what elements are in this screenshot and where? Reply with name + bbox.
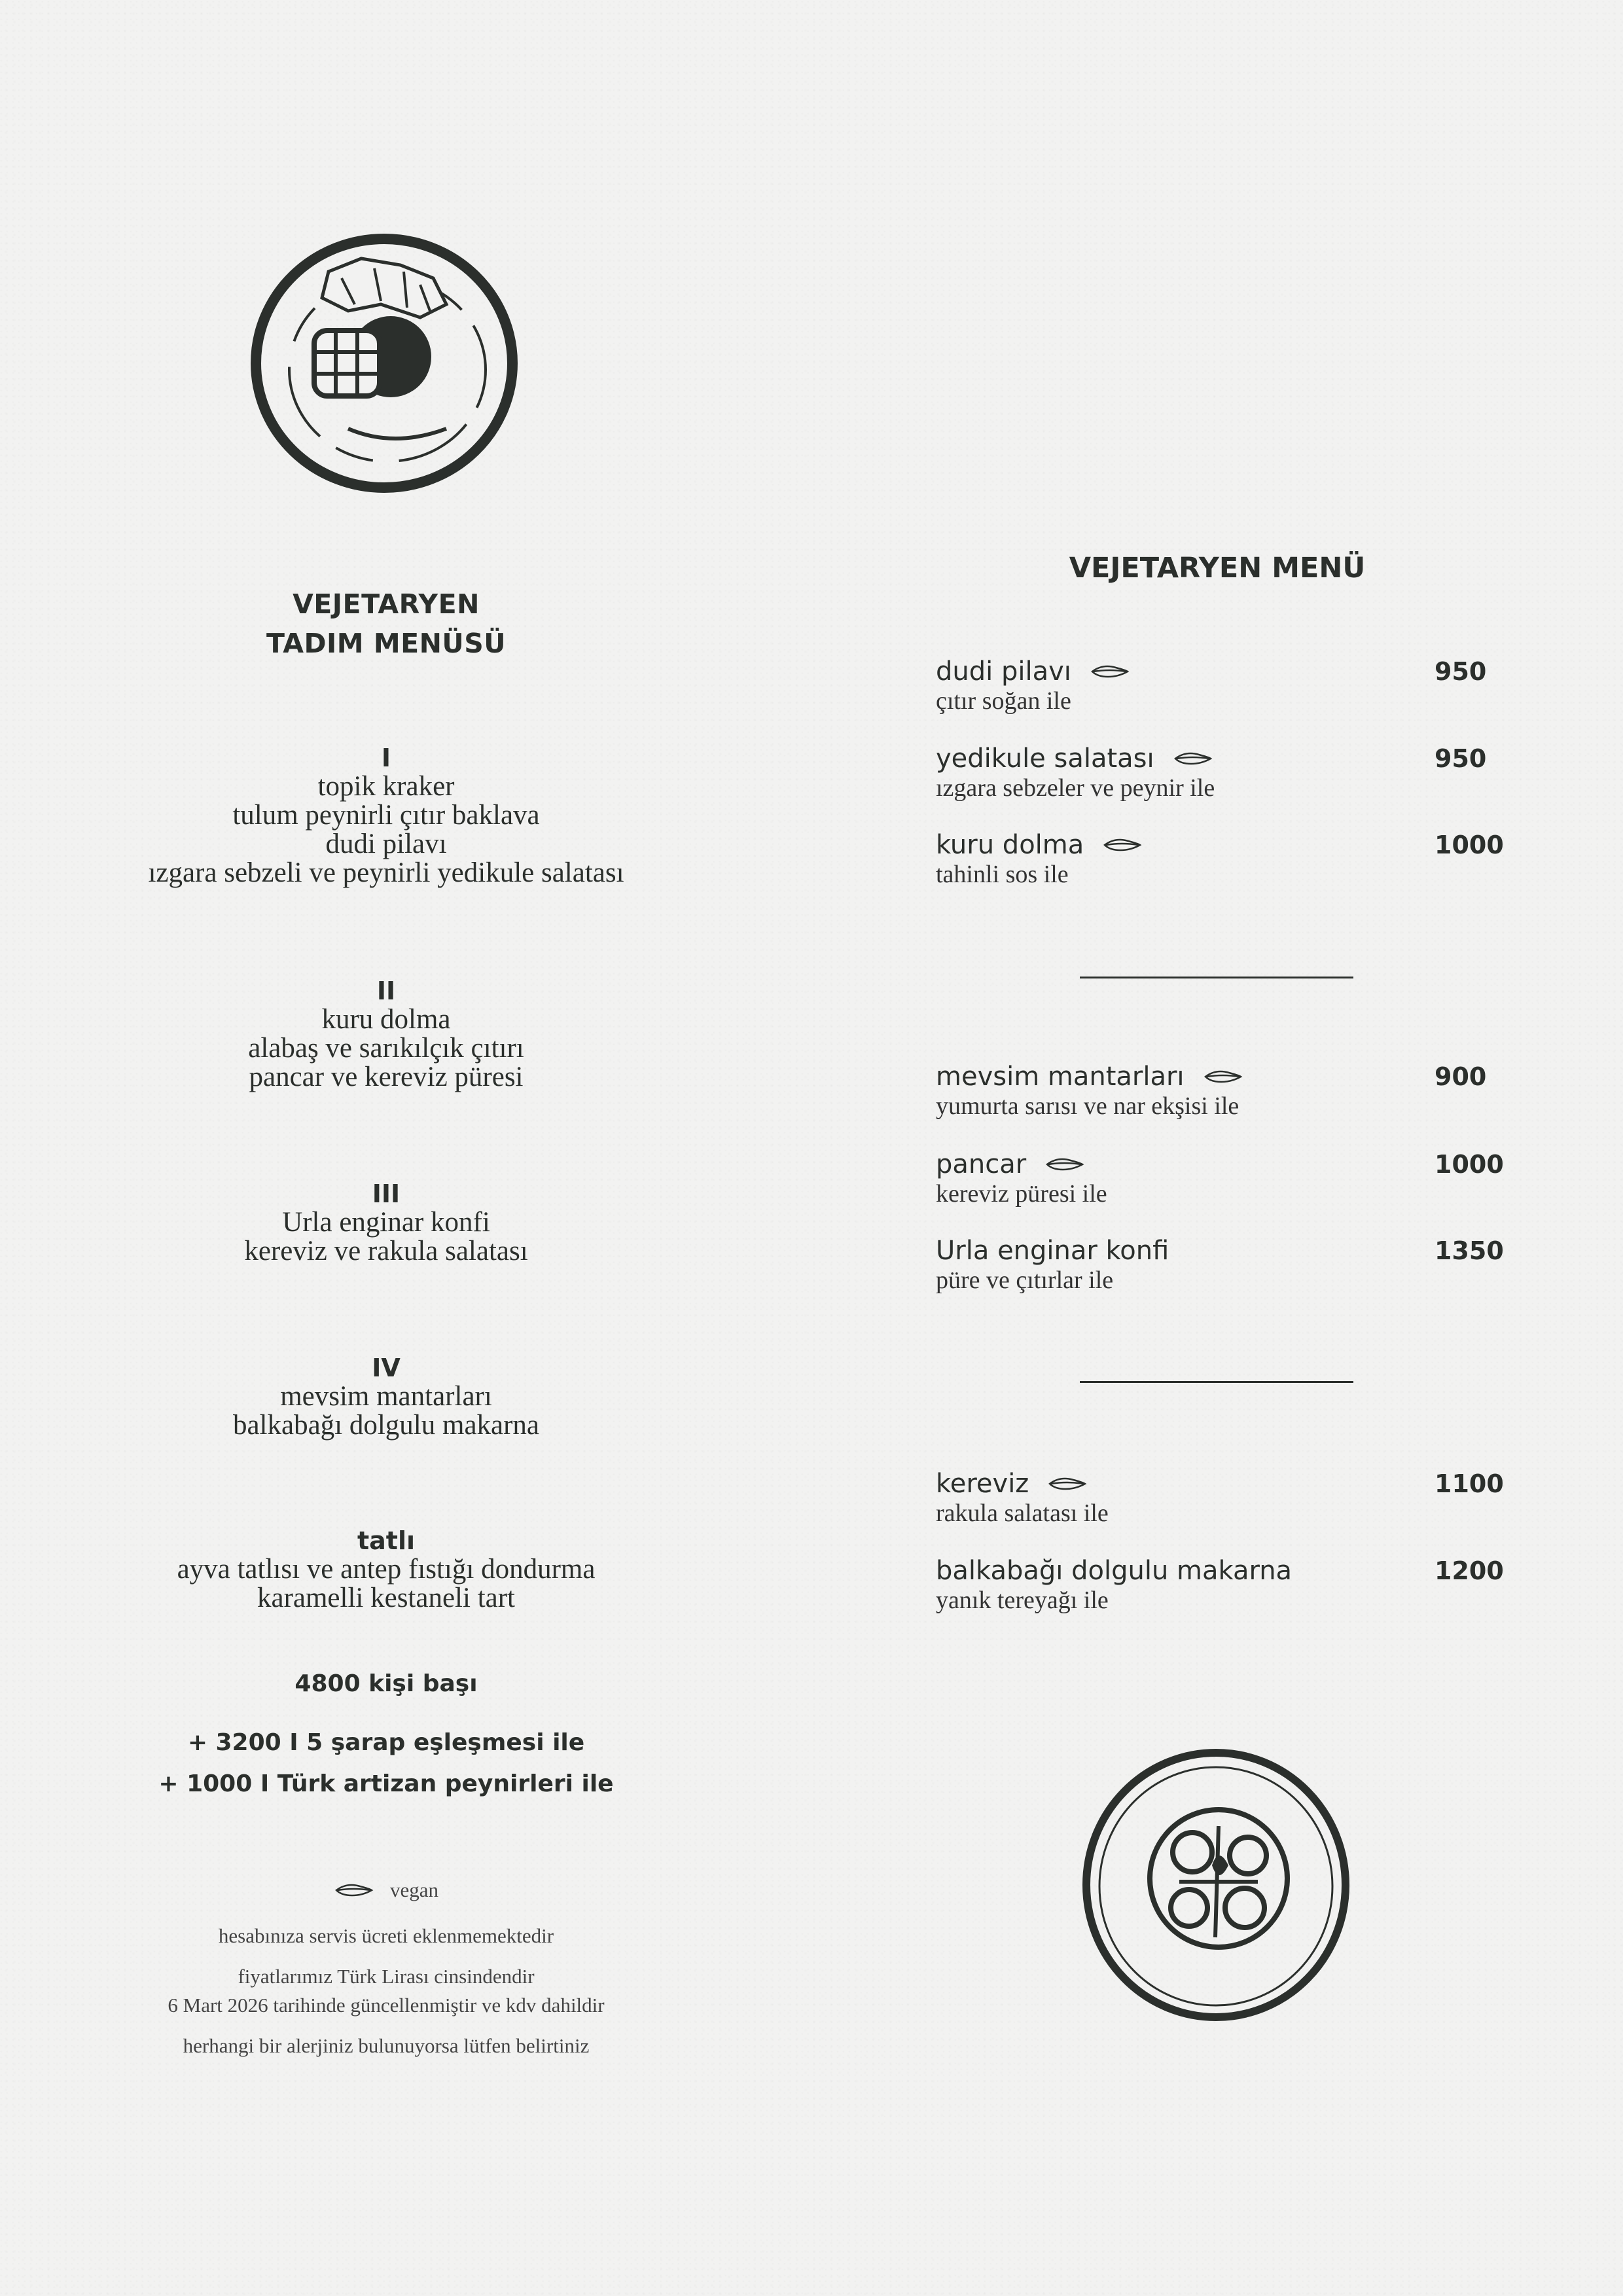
menu-item-price: 1200 bbox=[1435, 1556, 1504, 1585]
menu-item-description: yumurta sarısı ve nar ekşisi ile bbox=[936, 1092, 1240, 1120]
menu-item bbox=[936, 1149, 1504, 1208]
menu-item-price: 1000 bbox=[1435, 831, 1504, 859]
menu-item-description: yanık tereyağı ile bbox=[936, 1587, 1109, 1614]
course-label: tatlı bbox=[357, 1526, 416, 1555]
course-2 bbox=[98, 977, 674, 1092]
menu-item bbox=[936, 1556, 1504, 1615]
updated-note: 6 Mart 2026 tarihinde güncellenmiştir ve kdv dahildir bbox=[168, 1994, 605, 2017]
leaf-icon bbox=[1090, 662, 1130, 681]
menu-item-description: püre ve çıtırlar ile bbox=[936, 1266, 1114, 1294]
vegan-label: vegan bbox=[389, 1878, 439, 1901]
menu-item bbox=[936, 830, 1504, 889]
leaf-icon bbox=[1173, 749, 1213, 768]
course-dessert bbox=[98, 1526, 674, 1613]
course-item: ayva tatlısı ve antep fıstığı dondurma bbox=[177, 1554, 596, 1585]
course-label: II bbox=[376, 977, 396, 1005]
plate-illustration-top bbox=[250, 232, 518, 494]
menu-item-price: 1100 bbox=[1435, 1469, 1504, 1498]
course-item: tulum peynirli çıtır baklava bbox=[232, 800, 540, 831]
course-label: III bbox=[372, 1179, 401, 1208]
leaf-icon bbox=[334, 1881, 374, 1899]
menu-item-price: 950 bbox=[1435, 657, 1487, 686]
section-divider bbox=[1080, 1381, 1353, 1383]
allergy-note: herhangi bir alerjiniz bulunuyorsa lütfen belirtiniz bbox=[183, 2034, 590, 2057]
menu-item-name-text: kuru dolma bbox=[936, 830, 1084, 860]
menu-item-name bbox=[936, 1556, 1499, 1586]
leaf-icon bbox=[1102, 836, 1143, 854]
course-item: karamelli kestaneli tart bbox=[257, 1583, 515, 1613]
menu-item bbox=[936, 1469, 1504, 1528]
tasting-price: 4800 kişi başı bbox=[294, 1670, 478, 1697]
course-item: pancar ve kereviz püresi bbox=[249, 1062, 524, 1092]
menu-item-description: rakula salatası ile bbox=[936, 1499, 1109, 1527]
menu-item bbox=[936, 744, 1499, 802]
menu-item-name bbox=[936, 1469, 1499, 1499]
course-3 bbox=[98, 1179, 674, 1266]
course-item: kereviz ve rakula salatası bbox=[244, 1236, 528, 1266]
course-item: Urla enginar konfi bbox=[282, 1207, 490, 1238]
menu-item-price: 950 bbox=[1435, 744, 1487, 773]
menu-item-description: çıtır soğan ile bbox=[936, 687, 1071, 715]
section-divider bbox=[1080, 977, 1353, 978]
course-label: IV bbox=[372, 1354, 401, 1382]
course-item: topik kraker bbox=[317, 771, 455, 802]
service-note: hesabınıza servis ücreti eklenmemektedir bbox=[218, 1924, 554, 1947]
menu-item-name-text: Urla enginar konfi bbox=[936, 1236, 1169, 1266]
menu-item-name bbox=[936, 1236, 1499, 1266]
course-1 bbox=[98, 744, 674, 888]
menu-item-description: ızgara sebzeler ve peynir ile bbox=[936, 774, 1215, 802]
course-item: mevsim mantarları bbox=[280, 1381, 492, 1412]
currency-note: fiyatlarımız Türk Lirası cinsindendir bbox=[238, 1965, 535, 1988]
menu-item-name-text: pancar bbox=[936, 1149, 1027, 1179]
menu-item bbox=[936, 1062, 1499, 1121]
cheese-addon: + 1000 I Türk artizan peynirleri ile bbox=[158, 1770, 614, 1797]
menu-item-name-text: balkabağı dolgulu makarna bbox=[936, 1556, 1293, 1586]
vegan-legend bbox=[98, 1876, 674, 1905]
menu-item-name bbox=[936, 1149, 1499, 1179]
course-item: alabaş ve sarıkılçık çıtırı bbox=[248, 1033, 524, 1064]
course-4 bbox=[98, 1354, 674, 1440]
menu-item-description: tahinli sos ile bbox=[936, 861, 1069, 888]
course-item: dudi pilavı bbox=[325, 829, 447, 859]
menu-item-name-text: mevsim mantarları bbox=[936, 1062, 1185, 1092]
menu-item-name bbox=[936, 1062, 1499, 1092]
menu-item-price: 1350 bbox=[1435, 1236, 1504, 1265]
leaf-icon bbox=[1047, 1475, 1088, 1493]
leaf-icon bbox=[1203, 1067, 1243, 1086]
menu-item-name bbox=[936, 744, 1499, 774]
leaf-icon bbox=[1044, 1155, 1085, 1174]
menu-item bbox=[936, 656, 1499, 715]
plate-illustration-bottom bbox=[1081, 1748, 1351, 2022]
menu-item-name-text: kereviz bbox=[936, 1469, 1029, 1499]
wine-pairing-addon: + 3200 I 5 şarap eşleşmesi ile bbox=[187, 1729, 585, 1756]
menu-item-price: 1000 bbox=[1435, 1150, 1504, 1179]
tasting-title: VEJETARYEN TADIM MENÜSÜ bbox=[266, 588, 507, 659]
course-item: balkabağı dolgulu makarna bbox=[232, 1410, 540, 1441]
menu-item-name-text: yedikule salatası bbox=[936, 744, 1154, 774]
menu-item bbox=[936, 1236, 1504, 1295]
menu-item-name bbox=[936, 830, 1499, 860]
course-label: I bbox=[381, 744, 391, 772]
course-item: kuru dolma bbox=[321, 1004, 451, 1035]
menu-item-price: 900 bbox=[1435, 1062, 1487, 1091]
menu-item-description: kereviz püresi ile bbox=[936, 1180, 1107, 1208]
menu-title: VEJETARYEN MENÜ bbox=[1069, 552, 1366, 584]
menu-item-name-text: dudi pilavı bbox=[936, 656, 1071, 687]
menu-item-name bbox=[936, 656, 1499, 687]
course-item: ızgara sebzeli ve peynirli yedikule salatası bbox=[148, 857, 624, 888]
